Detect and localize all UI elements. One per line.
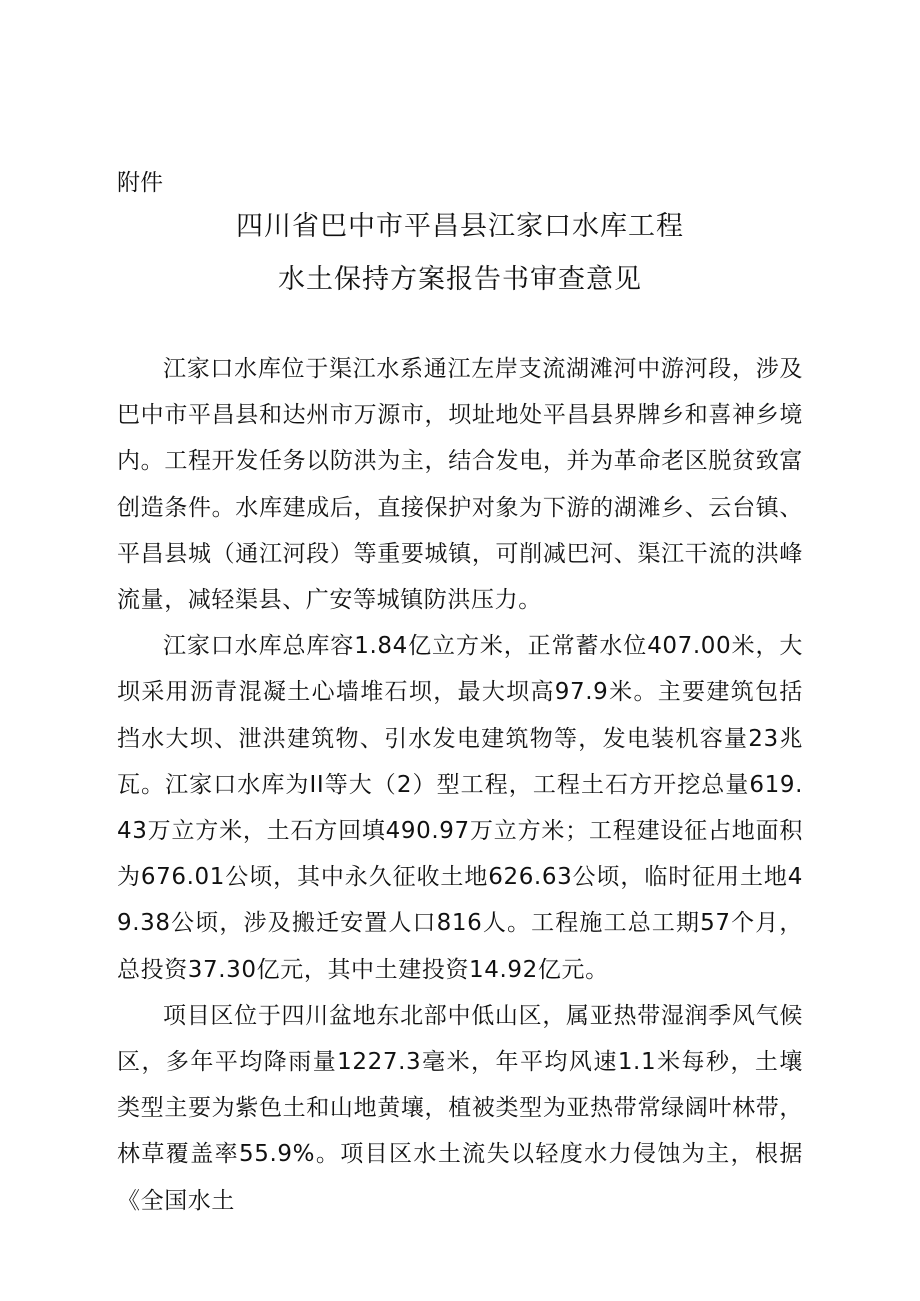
- paragraph-reservoir-overview: 江家口水库位于渠江水系通江左岸支流湖滩河中游河段，涉及巴中市平昌县和达州市万源市，坝址地处平昌县界牌乡和喜神乡境内。工程开发任务以防洪为主，结合发电，并为革命老区脱贫致富创造条件。水库建成后，直接保护对象为下游的湖滩乡、云台镇、平昌县城（通江河段）等重要城镇，可削减巴河、渠江干流的洪峰流量，减轻渠县、广安等城镇防洪压力。: [117, 356, 803, 614]
- attachment-label: 附件: [117, 170, 163, 196]
- document-body: [117, 346, 803, 1224]
- paragraph-project-area: 项目区位于四川盆地东北部中低山区，属亚热带湿润季风气候区，多年平均降雨量1227.3毫米，年平均风速1.1米每秒，土壤类型主要为紫色土和山地黄壤，植被类型为亚热带常绿阔叶林带，林草覆盖率55.9%。项目区水土流失以轻度水力侵蚀为主，根据《全国水土: [117, 1002, 803, 1214]
- document-title-line-1: 四川省巴中市平昌县江家口水库工程: [236, 211, 684, 242]
- paragraph-project-scale: 江家口水库总库容1.84亿立方米，正常蓄水位407.00米，大坝采用沥青混凝土心墙堆石坝，最大坝高97.9米。主要建筑包括挡水大坝、泄洪建筑物、引水发电建筑物等，发电装机容量23兆瓦。江家口水库为II等大（2）型工程，工程土石方开挖总量619.43万立方米，土石方回填490.97万立方米；工程建设征占地面积为676.01公顷，其中永久征收土地626.63公顷，临时征用土地49.38公顷，涉及搬迁安置人口816人。工程施工总工期57个月，总投资37.30亿元，其中土建投资14.92亿元。: [117, 633, 803, 983]
- document-title-line-2: 水土保持方案报告书审查意见: [278, 264, 642, 295]
